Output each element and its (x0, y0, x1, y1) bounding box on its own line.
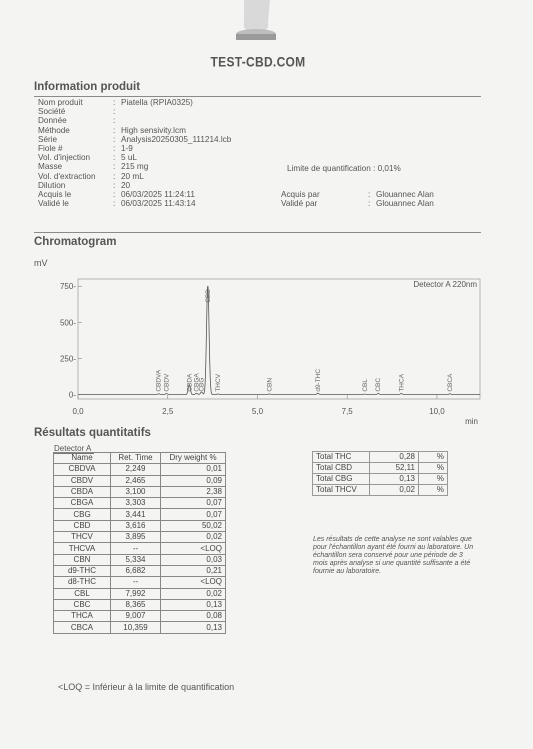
info-label2 (281, 116, 368, 125)
logo-mark-icon (230, 0, 282, 40)
info-colon: : (113, 125, 116, 135)
info-value2 (376, 181, 496, 190)
info-colon: : (113, 107, 116, 117)
y-tick-label: 750- (59, 282, 76, 292)
compound-name: d8-THC (54, 577, 111, 588)
info-colon (368, 153, 376, 162)
total-label: Total THC (313, 452, 370, 463)
table-row (54, 577, 226, 588)
x-tick-label: 0,0 (72, 407, 84, 416)
info-label2 (281, 126, 368, 135)
table-row (54, 588, 226, 599)
chromatogram-top-divider (34, 232, 481, 233)
chromatogram-chart (0, 256, 533, 436)
dry-weight: 50,02 (161, 520, 226, 531)
peak-label: CBDA (186, 373, 194, 392)
info-row (38, 107, 496, 116)
total-value: 52,11 (370, 463, 419, 474)
header-ret-time: Ret. Time (111, 453, 161, 464)
product-info (38, 98, 496, 208)
total-value: 0,02 (370, 485, 419, 496)
info-value: 20 mL (121, 171, 144, 181)
total-label: Total THCV (313, 485, 370, 496)
peak-label: CBD (204, 289, 212, 303)
totals-table (312, 451, 448, 496)
info-colon: : (368, 189, 371, 199)
retention-time: -- (111, 577, 161, 588)
dry-weight: 0,13 (161, 599, 226, 610)
header-dry-weight: Dry weight % (161, 453, 226, 464)
y-tick-label: 250- (59, 354, 76, 364)
info-value: 06/03/2025 11:24:11 (121, 189, 195, 199)
info-value: 06/03/2025 11:43:14 (121, 199, 196, 209)
peak-label: CBL (361, 379, 369, 392)
table-row (54, 464, 226, 475)
results-table (53, 452, 226, 634)
info-colon: : (113, 189, 116, 199)
table-row (54, 622, 226, 633)
chromatogram-trace (78, 286, 480, 395)
table-row (54, 611, 226, 622)
peak-label: THCA (398, 373, 406, 392)
info-label: Méthode (38, 125, 70, 135)
info-colon (368, 126, 376, 135)
info-value2 (376, 144, 496, 153)
table-row (54, 565, 226, 576)
total-label: Total CBD (313, 463, 370, 474)
retention-time: 3,303 (111, 498, 161, 509)
peak-label: THCV (214, 373, 222, 392)
info-section-title: Information produit (34, 81, 141, 93)
info-value2: Glouannec Alan (376, 199, 434, 209)
info-row (38, 135, 496, 144)
info-colon (368, 116, 376, 125)
info-value: 20 (121, 180, 131, 190)
info-value2 (376, 153, 496, 162)
info-row (38, 144, 496, 153)
info-row (38, 181, 496, 190)
info-colon: : (113, 180, 116, 190)
totals-row (313, 485, 448, 496)
results-title: Résultats quantitatifs (34, 427, 151, 439)
info-label: Acquis le (38, 189, 72, 199)
totals-row (313, 463, 448, 474)
info-value2: Glouannec Alan (376, 189, 434, 199)
info-colon (368, 107, 376, 116)
info-value2 (376, 98, 496, 107)
x-tick-label: 10,0 (429, 407, 445, 416)
info-colon (368, 144, 376, 153)
dry-weight: <LOQ (161, 543, 226, 554)
info-label: Société (38, 107, 66, 117)
info-label: Vol. d'injection (38, 153, 91, 163)
compound-name: CBG (54, 509, 111, 520)
table-row (54, 599, 226, 610)
peak-label: CBDVA (155, 369, 163, 392)
info-label: Nom produit (38, 98, 83, 107)
dry-weight: 0,13 (161, 622, 226, 633)
info-label: Vol. d'extraction (38, 171, 96, 181)
info-value: 215 mg (121, 162, 149, 172)
retention-time: 10,359 (111, 622, 161, 633)
x-axis-unit: min (465, 417, 478, 426)
retention-time: 2,465 (111, 475, 161, 486)
info-value: Piatella (RPIA0325) (121, 98, 193, 107)
info-row (38, 98, 496, 107)
info-label: Fiole # (38, 143, 63, 153)
info-colon: : (113, 98, 116, 107)
compound-name: CBC (54, 599, 111, 610)
dry-weight: 0,03 (161, 554, 226, 565)
info-value (121, 116, 281, 125)
compound-name: CBDVA (54, 464, 111, 475)
peak-label: d9-THC (314, 368, 322, 392)
disclaimer-note: Les résultats de cette analyse ne sont valables que pour l'échantillon ayant été fourni au laboratoire. Un échantillon sera conservé pour une période de 3 mois après analyse si une quantité suffisante a été fournie au laboratoire. (313, 536, 474, 575)
info-value2 (376, 135, 496, 144)
retention-time: 6,682 (111, 565, 161, 576)
dry-weight: 0,01 (161, 464, 226, 475)
peak-label: CBCA (446, 373, 454, 392)
info-row (38, 199, 496, 208)
info-value2 (376, 116, 496, 125)
dry-weight: 0,07 (161, 509, 226, 520)
info-label2: Validé par (281, 199, 318, 209)
info-value: High sensivity.lcm (121, 125, 186, 135)
quantification-limit: Limite de quantification : 0,01% (287, 164, 401, 173)
x-tick-label: 2,5 (162, 407, 174, 416)
info-row (38, 116, 496, 125)
compound-name: CBCA (54, 622, 111, 633)
info-value (121, 107, 281, 116)
peak-label: CBG (198, 377, 206, 392)
peak-label: CBC (375, 377, 383, 392)
info-label2 (281, 181, 368, 190)
x-tick-label: 7,5 (341, 407, 353, 416)
header-name: Name (54, 453, 111, 464)
chart-unit-label: mV (34, 258, 48, 268)
info-value2 (376, 107, 496, 116)
compound-name: CBL (54, 588, 111, 599)
retention-time: 3,100 (111, 486, 161, 497)
retention-time: 2,249 (111, 464, 161, 475)
chromatogram-title: Chromatogram (34, 236, 117, 248)
info-label2 (281, 153, 368, 162)
chart-marks (60, 282, 480, 416)
retention-time: 7,992 (111, 588, 161, 599)
info-label2 (281, 98, 368, 107)
table-row (54, 554, 226, 565)
table-row (54, 498, 226, 509)
retention-time: 8,365 (111, 599, 161, 610)
total-unit: % (419, 452, 448, 463)
info-label: Validé le (38, 199, 69, 209)
info-row (38, 172, 496, 181)
info-colon: : (113, 199, 116, 209)
total-value: 0,13 (370, 474, 419, 485)
peak-label: CBDV (163, 373, 171, 392)
dry-weight: 0,21 (161, 565, 226, 576)
info-value: 1-9 (121, 143, 133, 153)
compound-name: CBDA (54, 486, 111, 497)
table-row (54, 532, 226, 543)
info-colon (368, 181, 376, 190)
totals-row (313, 452, 448, 463)
peak-label: CBN (266, 377, 274, 392)
table-row (54, 486, 226, 497)
dry-weight: 0,08 (161, 611, 226, 622)
total-unit: % (419, 474, 448, 485)
detector-label: Detector A 220nm (413, 280, 477, 289)
retention-time: 3,895 (111, 532, 161, 543)
info-colon: : (113, 143, 116, 153)
total-label: Total CBG (313, 474, 370, 485)
info-row (38, 162, 496, 171)
info-colon: : (113, 134, 116, 144)
retention-time: 3,616 (111, 520, 161, 531)
detector-caption: Detector A (54, 444, 94, 454)
loq-footnote: <LOQ = Inférieur à la limite de quantification (58, 682, 235, 692)
compound-name: CBN (54, 554, 111, 565)
dry-weight: <LOQ (161, 577, 226, 588)
dry-weight: 2,38 (161, 486, 226, 497)
compound-name: CBDV (54, 475, 111, 486)
retention-time: -- (111, 543, 161, 554)
table-row (54, 509, 226, 520)
totals-row (313, 474, 448, 485)
info-label: Dilution (38, 180, 66, 190)
info-colon: : (368, 199, 371, 209)
info-value: 5 uL (121, 153, 137, 163)
table-row (54, 543, 226, 554)
table-row (54, 520, 226, 531)
info-value2 (376, 126, 496, 135)
retention-time: 5,334 (111, 554, 161, 565)
total-value: 0,28 (370, 452, 419, 463)
info-label: Série (38, 134, 58, 144)
info-divider (34, 96, 481, 97)
dry-weight: 0,07 (161, 498, 226, 509)
dry-weight: 0,09 (161, 475, 226, 486)
info-label2 (281, 144, 368, 153)
info-label2 (281, 107, 368, 116)
info-colon (368, 98, 376, 107)
info-row (38, 153, 496, 162)
info-label: Donnée (38, 116, 67, 126)
brand-logo (198, 0, 318, 74)
total-unit: % (419, 485, 448, 496)
info-colon: : (113, 116, 116, 126)
dry-weight: 0,02 (161, 588, 226, 599)
info-label2 (281, 135, 368, 144)
retention-time: 3,441 (111, 509, 161, 520)
peak-label: CBGA (193, 373, 201, 392)
info-row (38, 190, 496, 199)
dry-weight: 0,02 (161, 532, 226, 543)
info-label2: Acquis par (281, 189, 320, 199)
table-row (54, 475, 226, 486)
retention-time: 9,007 (111, 611, 161, 622)
info-colon (368, 135, 376, 144)
info-value: Analysis20250305_111214.lcb (121, 134, 232, 144)
compound-name: THCA (54, 611, 111, 622)
compound-name: CBD (54, 520, 111, 531)
total-unit: % (419, 463, 448, 474)
compound-name: THCVA (54, 543, 111, 554)
compound-name: CBGA (54, 498, 111, 509)
compound-name: THCV (54, 532, 111, 543)
info-colon: : (113, 153, 116, 163)
info-label: Masse (38, 162, 63, 172)
plot-frame (78, 279, 480, 399)
y-tick-label: 500- (59, 318, 76, 328)
brand-name: TEST-CBD.COM (210, 53, 306, 71)
x-tick-label: 5,0 (251, 407, 264, 416)
info-colon: : (113, 171, 116, 181)
info-colon: : (113, 162, 116, 172)
results-header-row (54, 453, 226, 464)
compound-name: d9-THC (54, 565, 111, 576)
y-tick-label: 0- (68, 390, 76, 400)
info-row (38, 126, 496, 135)
